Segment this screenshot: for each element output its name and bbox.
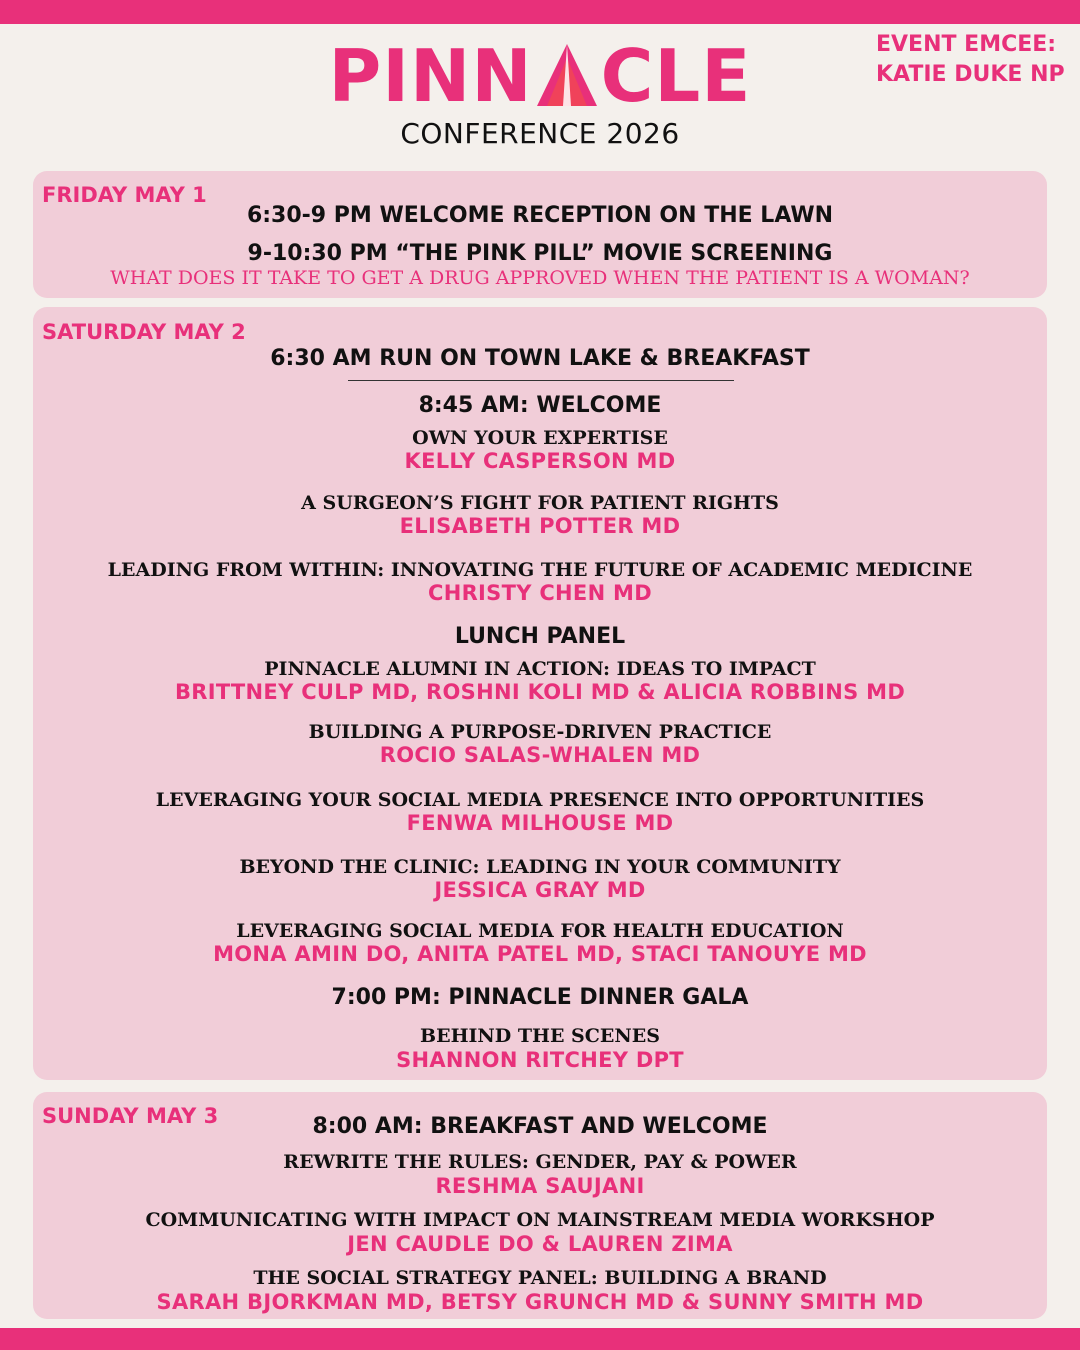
session-speaker: JEN CAUDLE DO & LAUREN ZIMA: [347, 1232, 733, 1256]
session-title: LEVERAGING SOCIAL MEDIA FOR HEALTH EDUCATION: [236, 920, 844, 942]
session-title: BEYOND THE CLINIC: LEADING IN YOUR COMMUNITY: [239, 856, 841, 878]
session-speaker: ELISABETH POTTER MD: [399, 514, 681, 538]
session-title: A SURGEON’S FIGHT FOR PATIENT RIGHTS: [301, 492, 779, 514]
session-speaker: FENWA MILHOUSE MD: [406, 811, 674, 835]
session-title: THE SOCIAL STRATEGY PANEL: BUILDING A BRAND: [253, 1267, 827, 1289]
session-title: COMMUNICATING WITH IMPACT ON MAINSTREAM MEDIA WORKSHOP: [145, 1209, 935, 1231]
session-title: LEADING FROM WITHIN: INNOVATING THE FUTURE OF ACADEMIC MEDICINE: [107, 559, 973, 581]
session-speaker: JESSICA GRAY MD: [434, 878, 646, 902]
friday-reception: 6:30-9 PM WELCOME RECEPTION ON THE LAWN: [246, 203, 834, 228]
logo-text-right: CLE: [600, 34, 752, 118]
saturday-welcome: 8:45 AM: WELCOME: [418, 393, 662, 418]
sunday-day-label: SUNDAY MAY 3: [42, 1104, 219, 1128]
saturday-day-label: SATURDAY MAY 2: [42, 320, 246, 344]
session-speaker: CHRISTY CHEN MD: [428, 581, 652, 605]
friday-screening: 9-10:30 PM “THE PINK PILL” MOVIE SCREENING: [247, 241, 833, 266]
emcee-name: KATIE DUKE NP: [876, 62, 1065, 87]
saturday-run: 6:30 AM RUN ON TOWN LAKE & BREAKFAST: [270, 346, 810, 371]
session-title: OWN YOUR EXPERTISE: [412, 427, 668, 449]
sunday-welcome: 8:00 AM: BREAKFAST AND WELCOME: [312, 1114, 768, 1139]
event-emcee: [876, 30, 1076, 90]
session-speaker: MONA AMIN DO, ANITA PATEL MD, STACI TANOUYE MD: [213, 942, 867, 966]
conference-logo: [300, 32, 780, 150]
session-speaker: KELLY CASPERSON MD: [404, 449, 676, 473]
session-speaker: RESHMA SAUJANI: [435, 1174, 645, 1198]
friday-screening-tagline: WHAT DOES IT TAKE TO GET A DRUG APPROVED WHEN THE PATIENT IS A WOMAN?: [110, 267, 970, 289]
logo-subtitle: CONFERENCE 2026: [400, 117, 680, 150]
bottom-accent-bar: [0, 1328, 1080, 1350]
mountain-peak-icon: [535, 42, 599, 108]
session-title: PINNACLE ALUMNI IN ACTION: IDEAS TO IMPACT: [264, 658, 816, 680]
session-speaker: ROCIO SALAS-WHALEN MD: [379, 743, 701, 767]
top-accent-bar: [0, 0, 1080, 24]
saturday-lunch-panel: LUNCH PANEL: [454, 624, 626, 649]
session-title: BEHIND THE SCENES: [420, 1025, 660, 1047]
saturday-gala: 7:00 PM: PINNACLE DINNER GALA: [331, 985, 749, 1010]
session-speaker: SHANNON RITCHEY DPT: [396, 1048, 684, 1072]
friday-day-label: FRIDAY MAY 1: [42, 183, 207, 207]
logo-text-left: PINN: [328, 34, 533, 118]
session-title: REWRITE THE RULES: GENDER, PAY & POWER: [283, 1151, 797, 1173]
session-speaker: SARAH BJORKMAN MD, BETSY GRUNCH MD & SUNNY SMITH MD: [156, 1290, 924, 1314]
session-title: BUILDING A PURPOSE-DRIVEN PRACTICE: [308, 721, 772, 743]
session-speaker: BRITTNEY CULP MD, ROSHNI KOLI MD & ALICIA ROBBINS MD: [174, 680, 906, 704]
logo-wordmark: [300, 32, 780, 120]
session-title: LEVERAGING YOUR SOCIAL MEDIA PRESENCE INTO OPPORTUNITIES: [155, 789, 925, 811]
section-divider: [348, 380, 734, 381]
emcee-heading: EVENT EMCEE:: [876, 32, 1057, 57]
